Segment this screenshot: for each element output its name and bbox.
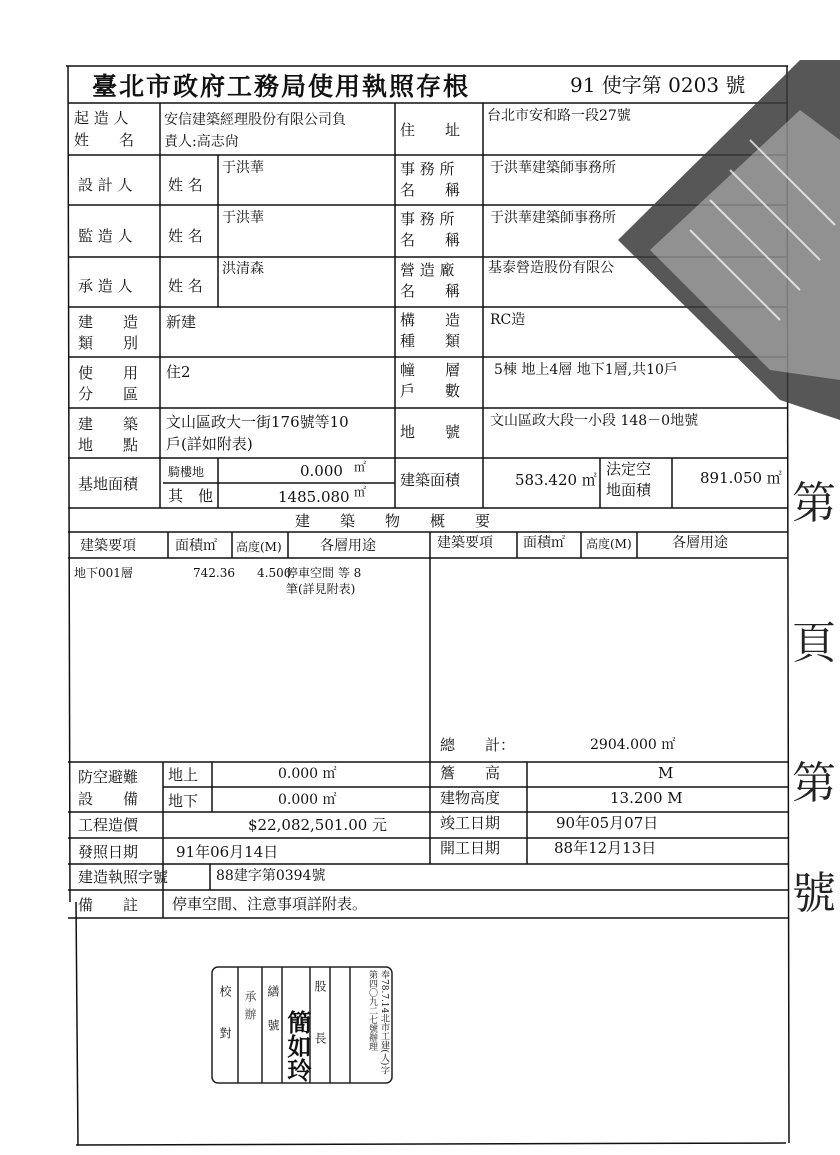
site-label-1: 建 築 bbox=[78, 415, 139, 433]
build-type-value: 新建 bbox=[166, 313, 197, 331]
use-zone-label-2: 分 區 bbox=[78, 385, 139, 403]
stamp-reference: 奉78.7.14北市工建(人)字第四〇九二七號辦理 bbox=[367, 970, 389, 1075]
air-raid-label-2: 設 備 bbox=[78, 790, 139, 808]
air-raid-above-label: 地上 bbox=[168, 766, 199, 784]
left-col-use-header: 各層用途 bbox=[320, 538, 376, 554]
margin-char-3: 第 bbox=[792, 758, 836, 809]
row-area: 742.36 bbox=[193, 566, 235, 580]
site-label-2: 地 點 bbox=[78, 436, 139, 454]
supervisor-name-label: 姓 名 bbox=[168, 227, 203, 245]
permit-number: 91 使字第 0203 號 bbox=[570, 73, 746, 97]
issue-date-label: 發照日期 bbox=[78, 843, 139, 861]
total-value: 2904.000 ㎡ bbox=[590, 737, 676, 753]
left-col-area-header: 面積㎡ bbox=[175, 538, 217, 554]
owner-label-line1: 起 造 人 bbox=[74, 109, 129, 127]
air-raid-below-value: 0.000 ㎡ bbox=[278, 792, 337, 808]
right-col-area-header: 面積㎡ bbox=[523, 535, 565, 551]
construction-cost-label: 工程造價 bbox=[78, 816, 139, 834]
structure-label-1: 構 造 bbox=[400, 311, 461, 329]
building-area-label: 建築面積 bbox=[400, 471, 461, 489]
construction-cost-value: $22,082,501.00 元 bbox=[248, 816, 388, 834]
build-permit-label: 建造執照字號 bbox=[78, 868, 169, 886]
designer-office: 于洪華建築師事務所 bbox=[490, 160, 616, 176]
issue-date-value: 91年06月14日 bbox=[176, 843, 279, 861]
owner-label-line2: 姓 名 bbox=[74, 131, 135, 149]
owner-address: 台北市安和路一段27號 bbox=[487, 108, 631, 124]
build-type-label-1: 建 造 bbox=[78, 313, 139, 331]
supervisor-name: 于洪華 bbox=[222, 210, 264, 226]
stamp-number: 繕號 bbox=[266, 985, 280, 1053]
designer-label: 設 計 人 bbox=[78, 176, 133, 194]
contractor-name: 洪清森 bbox=[222, 261, 264, 277]
air-raid-above-value: 0.000 ㎡ bbox=[278, 766, 337, 782]
owner-name-line2: 責人:高志尙 bbox=[164, 134, 239, 150]
use-zone-value: 住2 bbox=[166, 363, 191, 381]
completion-date-label: 竣工日期 bbox=[440, 814, 501, 832]
start-date-label: 開工日期 bbox=[440, 839, 501, 857]
stamp-section-chief: 股長 bbox=[313, 980, 327, 1084]
row-height: 4.500 bbox=[257, 566, 292, 580]
designer-name-label: 姓 名 bbox=[168, 176, 203, 194]
stamp-handler: 承辦 bbox=[243, 990, 257, 1026]
other-label: 其 他 bbox=[168, 487, 214, 505]
base-area-label: 基地面積 bbox=[78, 475, 139, 493]
designer-office-label-2: 名 稱 bbox=[400, 181, 461, 199]
contractor-firm: 基泰營造股份有限公 bbox=[488, 260, 614, 276]
build-permit-value: 88建字第0394號 bbox=[216, 868, 326, 884]
building-height-value: 13.200 M bbox=[610, 789, 683, 807]
floors-label-2: 戶 數 bbox=[400, 382, 461, 400]
address-label: 住 址 bbox=[400, 121, 461, 139]
contractor-firm-label-2: 名 稱 bbox=[400, 282, 461, 300]
contractor-name-label: 姓 名 bbox=[168, 277, 203, 295]
structure-value: RC造 bbox=[490, 312, 526, 328]
lot-label: 地 號 bbox=[400, 423, 461, 441]
row-use-line2: 筆(詳見附表) bbox=[286, 582, 356, 596]
right-col-use-header: 各層用途 bbox=[672, 535, 728, 551]
supervisor-office-label-2: 名 稱 bbox=[400, 231, 461, 249]
supervisor-office-label-1: 事 務 所 bbox=[400, 210, 455, 228]
designer-office-label-1: 事 務 所 bbox=[400, 160, 455, 178]
supervisor-label: 監 造 人 bbox=[78, 227, 133, 245]
site-address-line2: 戶(詳如附表) bbox=[166, 435, 253, 453]
open-space-value: 891.050 ㎡ bbox=[700, 469, 782, 487]
owner-name-line1: 安信建築經理股份有限公司負 bbox=[164, 112, 346, 128]
row-use-line1: 停車空間 等 8 bbox=[286, 566, 362, 580]
left-col-item-header: 建築要項 bbox=[80, 538, 136, 554]
other-unit: ㎡ bbox=[354, 485, 367, 499]
arcade-label: 騎樓地 bbox=[168, 465, 205, 479]
row-item: 地下001層 bbox=[74, 566, 133, 580]
left-col-height-header: 高度(M) bbox=[236, 540, 282, 554]
lot-value: 文山區政大段一小段 148－0地號 bbox=[490, 413, 699, 429]
stamp-signature: 簡如玲 bbox=[283, 1010, 312, 1082]
contractor-firm-label-1: 營 造 廠 bbox=[400, 261, 455, 279]
right-col-item-header: 建築要項 bbox=[437, 535, 493, 551]
contractor-label: 承 造 人 bbox=[78, 277, 133, 295]
margin-char-1: 第 bbox=[792, 478, 836, 529]
designer-name: 于洪華 bbox=[222, 160, 264, 176]
build-type-label-2: 類 別 bbox=[78, 334, 139, 352]
open-space-label-2: 地面積 bbox=[606, 481, 652, 499]
building-area-value: 583.420 ㎡ bbox=[515, 471, 597, 489]
completion-date-value: 90年05月07日 bbox=[556, 814, 659, 832]
air-raid-below-label: 地下 bbox=[168, 792, 199, 810]
arcade-value: 0.000 bbox=[300, 462, 343, 480]
site-address-line1: 文山區政大一街176號等10 bbox=[166, 413, 349, 431]
use-zone-label-1: 使 用 bbox=[78, 364, 139, 382]
start-date-value: 88年12月13日 bbox=[554, 839, 657, 857]
floors-value: 5棟 地上4層 地下1層,共10戶 bbox=[494, 362, 678, 378]
structure-label-2: 種 類 bbox=[400, 332, 461, 350]
air-raid-label-1: 防空避難 bbox=[78, 768, 139, 786]
open-space-label-1: 法定空 bbox=[606, 460, 652, 478]
remarks-label: 備 註 bbox=[78, 896, 139, 914]
total-label: 總 計： bbox=[440, 736, 516, 754]
document-title: 臺北市政府工務局使用執照存根 bbox=[92, 72, 471, 101]
supervisor-office: 于洪華建築師事務所 bbox=[490, 210, 616, 226]
summary-heading: 建 築 物 概 要 bbox=[295, 512, 491, 530]
building-height-label: 建物高度 bbox=[440, 789, 501, 807]
other-value: 1485.080 bbox=[278, 488, 350, 506]
arcade-unit: ㎡ bbox=[354, 460, 367, 474]
right-col-height-header: 高度(M) bbox=[586, 537, 632, 551]
remarks-value: 停車空間、注意事項詳附表。 bbox=[172, 895, 368, 913]
eave-height-value: M bbox=[658, 764, 674, 782]
margin-char-4: 號 bbox=[792, 868, 836, 919]
eave-height-label: 簷 高 bbox=[440, 764, 501, 782]
stamp-proofread: 校對 bbox=[218, 985, 232, 1069]
floors-label-1: 幢 層 bbox=[400, 361, 461, 379]
margin-char-2: 頁 bbox=[792, 618, 836, 669]
